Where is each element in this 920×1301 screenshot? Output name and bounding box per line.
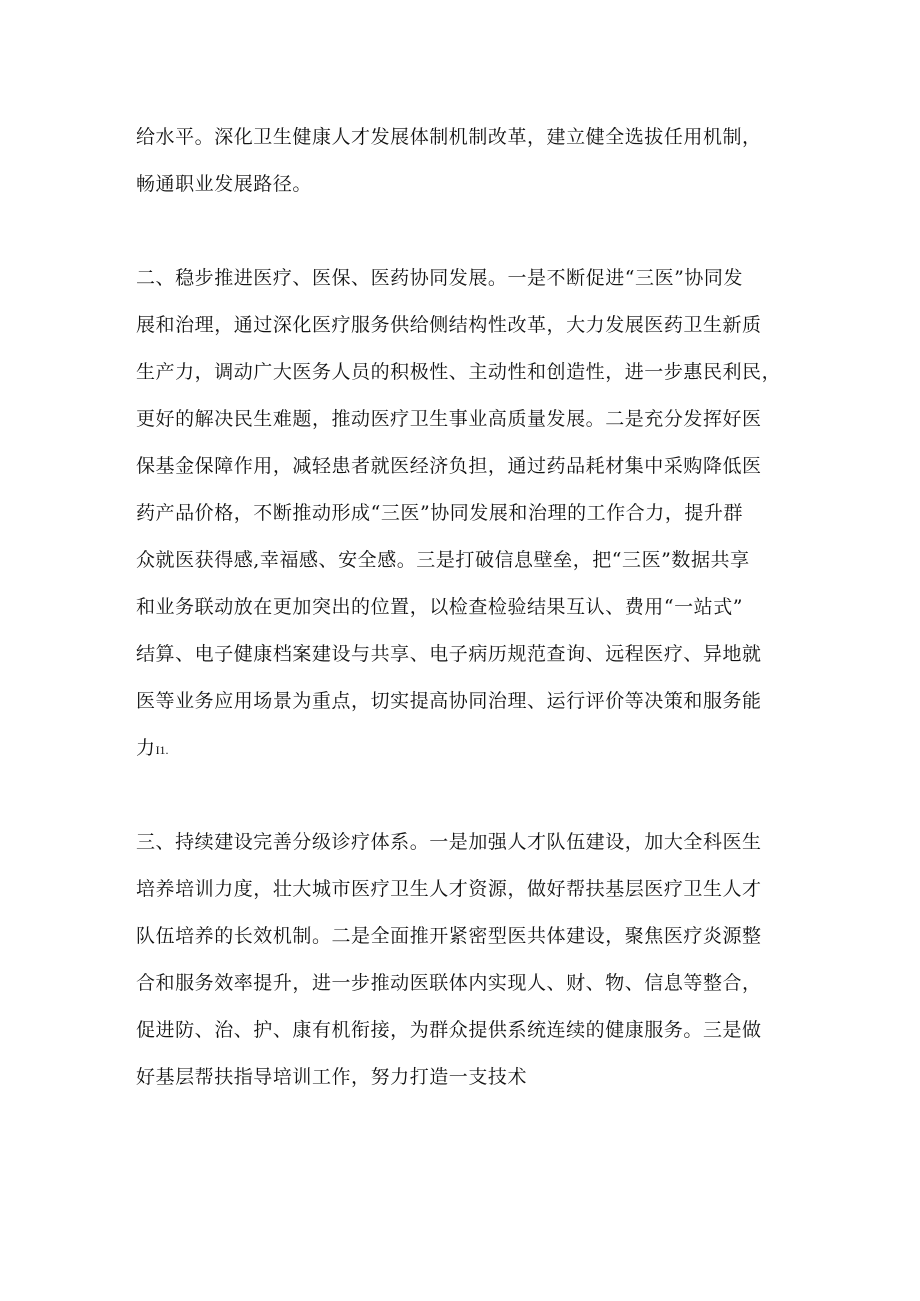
paragraph-2-line-5: 保基金保障作用，减轻患者就医经济负担，通过药品耗材集中采购降低医 [136,455,762,477]
paragraph-3-line-2: 培养培训力度，壮大城市医疗卫生人才资源，做好帮扶基层医疗卫生人才 [136,878,762,900]
paragraph-3-line-4: 合和服务效率提升，进一步推动医联体内实现人、财、物、信息等整合， [136,972,762,994]
paragraph-2-line-6: 药产品价格，不断推动形成“三医”协同发展和治理的工作合力，提升群 [136,502,744,524]
paragraph-2-line-11 [136,736,796,762]
paragraph-3-line-6: 好基层帮扶指导培训工作，努力打造一支技术 [136,1066,528,1088]
paragraph-1-line-2: 畅通职业发展路径。 [136,173,312,195]
paragraph-2-line-3: 生产力，调动广大医务人员的积极性、主动性和创造性，进一步惠民利民， [136,361,782,383]
paragraph-2-line-8: 和业务联动放在更加突出的位置，以检查检验结果互认、费用“一站式” [136,596,744,618]
paragraph-2-last-word: 力 [136,737,156,759]
paragraph-2-line-2: 展和治理，通过深化医疗服务供给侧结构性改革，大力发展医药卫生新质 [136,314,762,336]
paragraph-2-line-1: 二、稳步推进医疗、医保、医药协同发展。一是不断促进“三医”协同发 [136,267,744,289]
paragraph-1-line-1: 给水平。深化卫生健康人才发展体制机制改革，建立健全选拔任用机制， [136,126,762,148]
paragraph-2-line-9: 结算、电子健康档案建设与共享、电子病历规范查询、远程医疗、异地就 [136,643,762,665]
paragraph-2-line-4: 更好的解决民生难题，推动医疗卫生事业高质量发展。二是充分发挥好医 [136,408,762,430]
paragraph-3-line-5: 促进防、治、护、康有机衔接，为群众提供系统连续的健康服务。三是做 [136,1019,762,1041]
footnote-mark: I1. [155,743,169,757]
paragraph-2-line-10: 医等业务应用场景为重点，切实提高协同治理、运行评价等决策和服务能 [136,690,762,712]
paragraph-3-line-3: 队伍培养的长效机制。二是全面推开紧密型医共体建设，聚焦医疗炎源整 [136,925,762,947]
paragraph-3-line-1: 三、持续建设完善分级诊疗体系。一是加强人才队伍建设，加大全科医生 [136,831,762,853]
paragraph-2-line-7: 众就医获得感,幸福感、安全感。三是打破信息壁垒，把“三医”数据共享 [136,549,750,571]
